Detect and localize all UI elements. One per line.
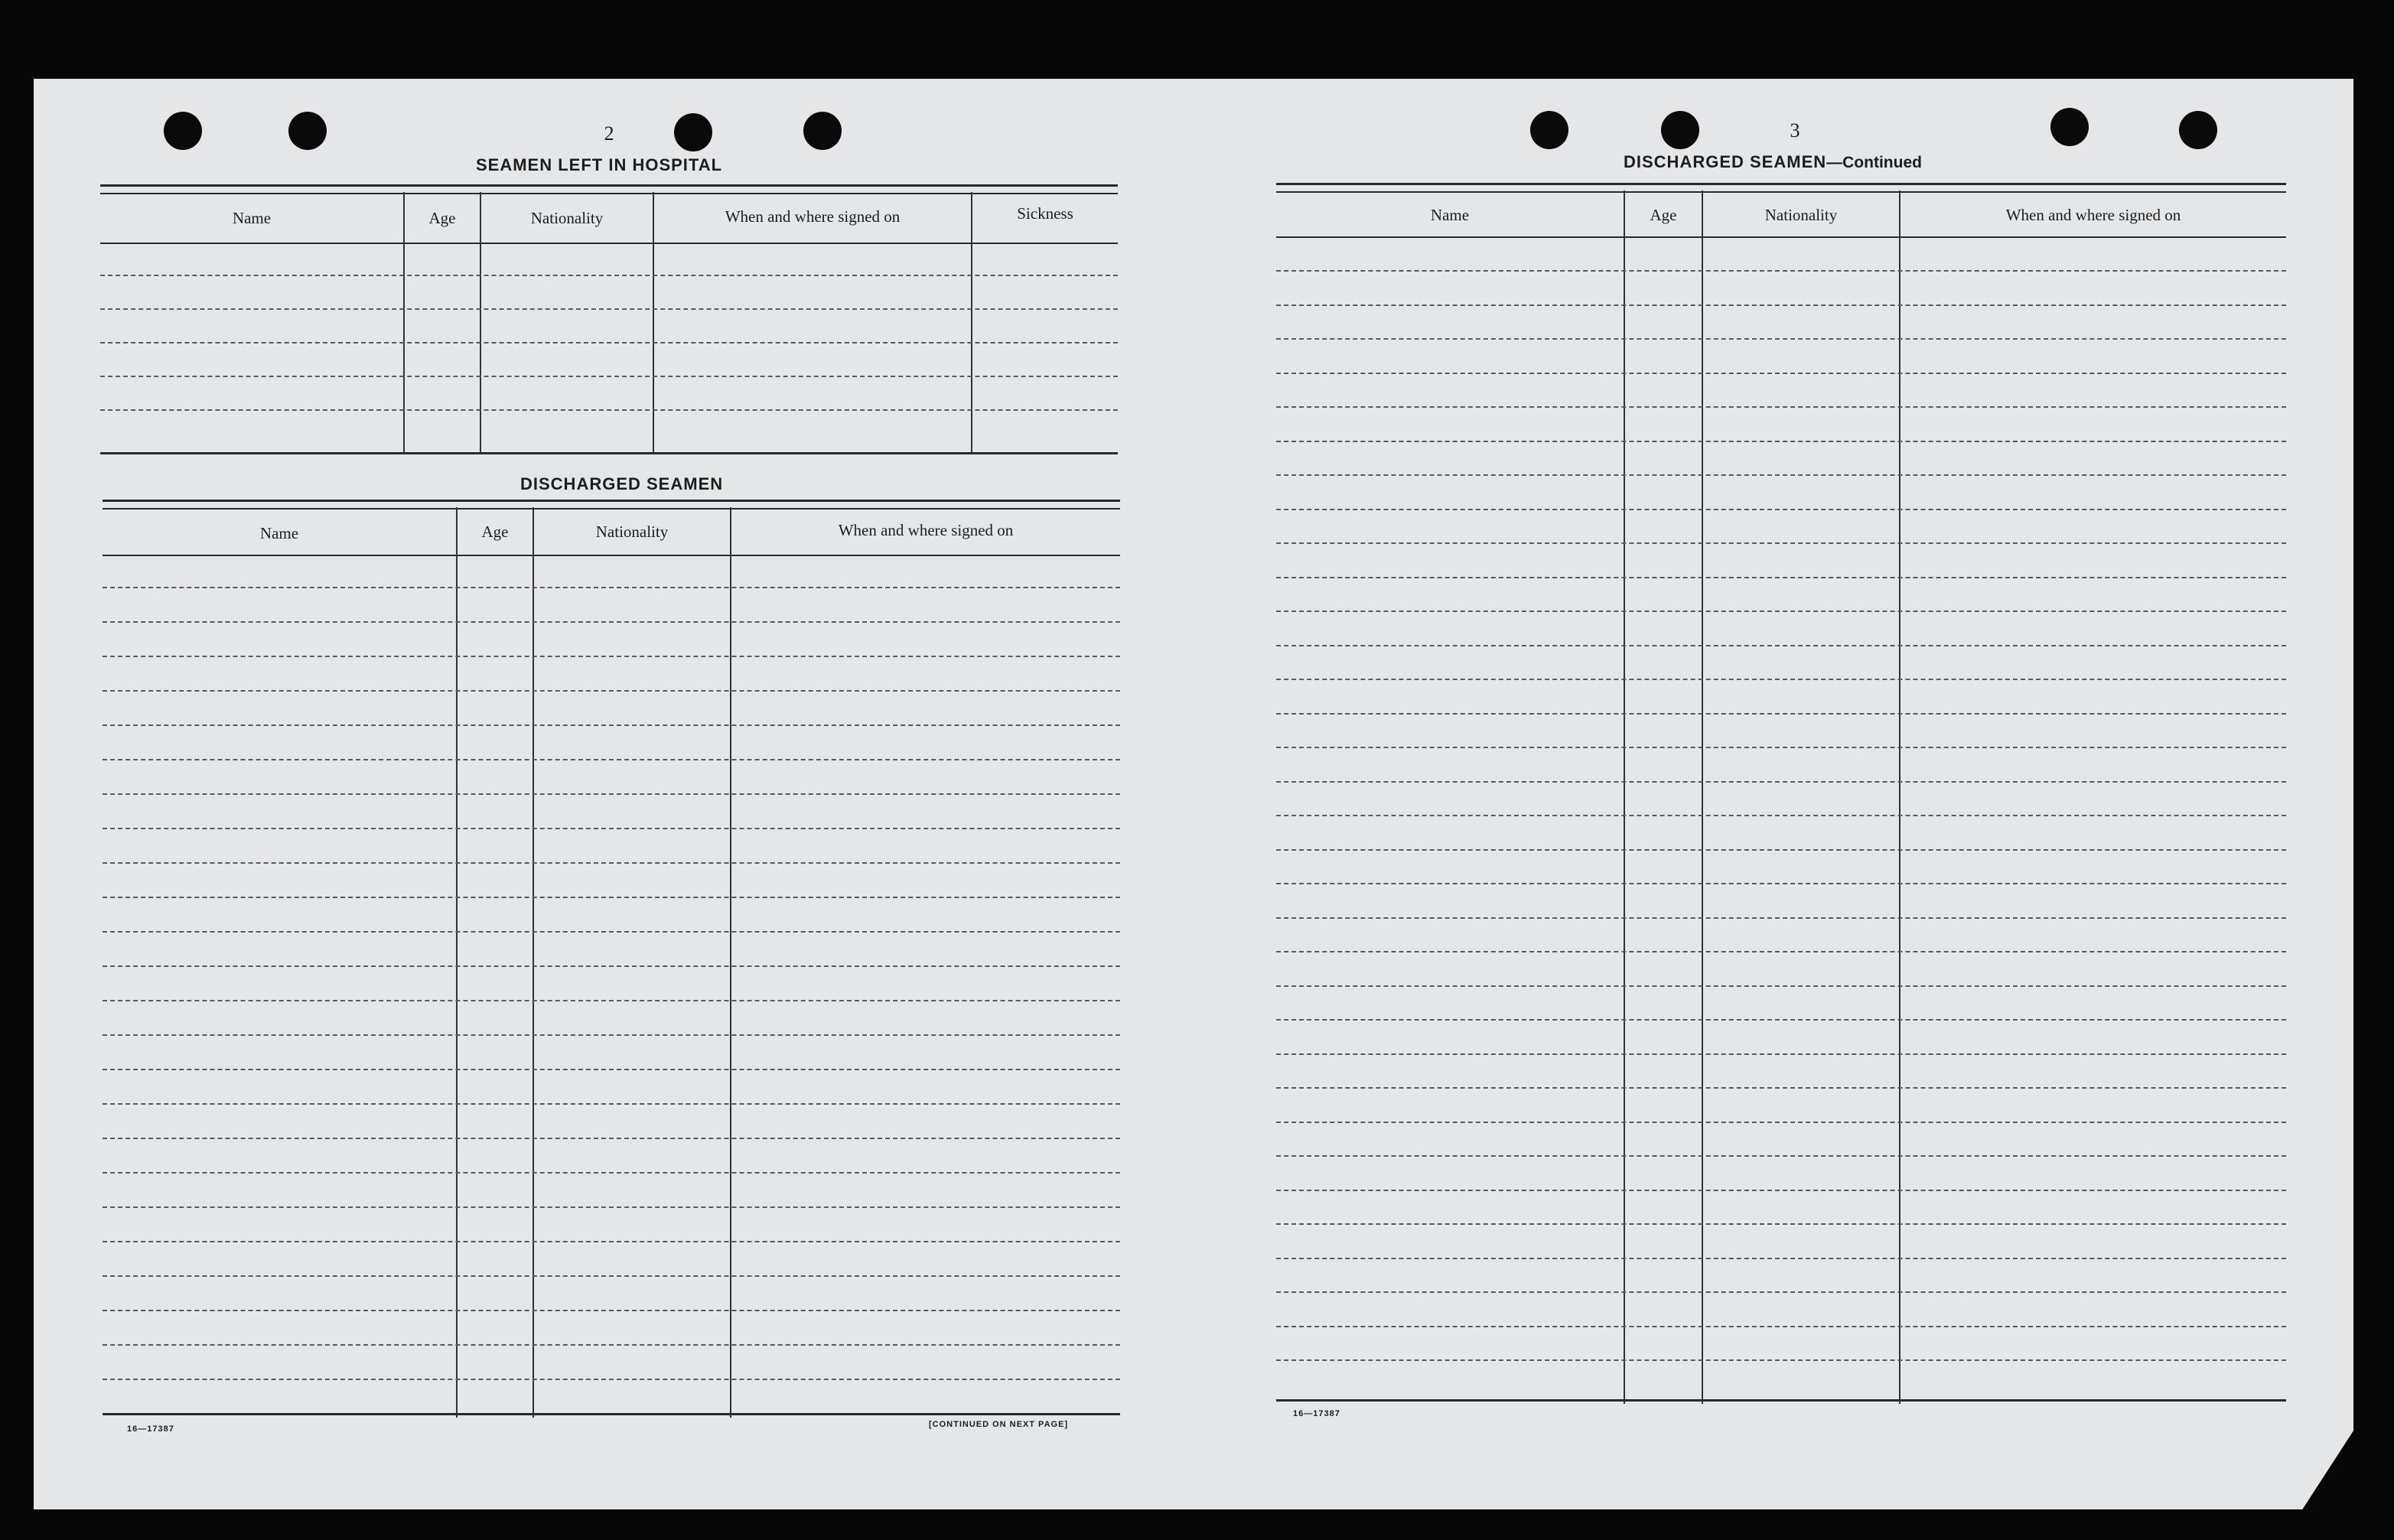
col-header-when-where: When and where signed on — [725, 207, 901, 226]
table-row — [1276, 747, 2286, 748]
punch-hole — [2050, 108, 2089, 146]
table-row — [103, 587, 1120, 588]
page-number-left: 2 — [604, 122, 614, 145]
table-row — [103, 1138, 1120, 1139]
punch-hole — [164, 112, 202, 150]
table-row — [103, 1206, 1120, 1208]
table-row — [1276, 1122, 2286, 1123]
table-row — [1276, 1019, 2286, 1021]
table-row — [1276, 509, 2286, 510]
table-row — [103, 793, 1120, 795]
col-header-name: Name — [259, 523, 299, 542]
table-row — [103, 1103, 1120, 1105]
table-row — [1276, 304, 2286, 306]
table-row — [1276, 781, 2286, 783]
discharged-continued-title — [1624, 152, 1922, 172]
col-header-when-where: When and where signed on — [838, 520, 1014, 539]
table-row — [103, 1069, 1120, 1070]
col-header-age: Age — [481, 522, 509, 541]
col-header-nationality: Nationality — [1764, 205, 1838, 224]
table-row — [103, 656, 1120, 657]
table-row — [1276, 679, 2286, 680]
table-row — [1276, 917, 2286, 919]
discharged-section-title: DISCHARGED SEAMEN — [520, 474, 724, 493]
table-row — [103, 897, 1120, 898]
table-row — [1276, 542, 2286, 544]
hospital-table — [100, 184, 1118, 457]
discharged-continued-table — [1276, 183, 2286, 1404]
table-row — [1276, 338, 2286, 340]
punch-hole — [1530, 111, 1568, 149]
col-header-name: Name — [1430, 205, 1470, 224]
discharged-continued-title-suffix: —Continued — [1826, 154, 1922, 171]
table-row — [1276, 1155, 2286, 1157]
punch-hole — [674, 113, 712, 151]
table-row — [1276, 1326, 2286, 1327]
table-row — [1276, 1053, 2286, 1055]
table-row — [103, 759, 1120, 760]
table-row — [1276, 815, 2286, 816]
table-row — [1276, 577, 2286, 578]
table-row — [1276, 1291, 2286, 1293]
table-row — [103, 1310, 1120, 1311]
continued-note: [CONTINUED ON NEXT PAGE] — [929, 1420, 1069, 1429]
hospital-section-title: SEAMEN LEFT IN HOSPITAL — [476, 155, 723, 174]
punch-hole — [2179, 111, 2217, 149]
form-number-left: 16—17387 — [127, 1424, 174, 1434]
table-row — [1276, 1190, 2286, 1191]
table-row — [1276, 713, 2286, 715]
table-row — [1276, 985, 2286, 987]
table-row — [1276, 849, 2286, 851]
col-header-nationality: Nationality — [530, 208, 604, 227]
table-row — [103, 828, 1120, 829]
col-header-age: Age — [1650, 205, 1677, 224]
table-row — [1276, 474, 2286, 476]
table-row — [1276, 441, 2286, 442]
table-row — [103, 1172, 1120, 1174]
table-row — [103, 931, 1120, 933]
col-header-when-where: When and where signed on — [2005, 205, 2181, 224]
table-row — [103, 862, 1120, 864]
table-row — [103, 1000, 1120, 1001]
table-row — [1276, 406, 2286, 408]
table-row — [103, 1034, 1120, 1036]
table-row — [103, 965, 1120, 967]
table-row — [1276, 645, 2286, 646]
table-row — [103, 1241, 1120, 1242]
col-header-age: Age — [428, 208, 456, 227]
page-number-right: 3 — [1790, 119, 1800, 142]
table-row — [1276, 373, 2286, 374]
punch-hole — [288, 112, 327, 150]
table-row — [1276, 270, 2286, 272]
table-row — [1276, 610, 2286, 612]
form-number-right: 16—17387 — [1293, 1409, 1340, 1418]
punch-hole — [803, 112, 842, 150]
table-row — [103, 724, 1120, 726]
discharged-continued-title-main: DISCHARGED SEAMEN — [1624, 152, 1827, 171]
table-row — [103, 1275, 1120, 1277]
punch-hole — [1661, 111, 1699, 149]
col-header-name: Name — [232, 208, 272, 227]
table-row — [1276, 951, 2286, 952]
table-row — [103, 1379, 1120, 1380]
col-header-nationality: Nationality — [595, 522, 669, 541]
table-row — [1276, 1087, 2286, 1089]
table-row — [1276, 1223, 2286, 1225]
discharged-table — [103, 500, 1120, 1418]
table-row — [1276, 1359, 2286, 1361]
table-row — [103, 690, 1120, 692]
table-row — [1276, 883, 2286, 884]
table-row — [1276, 1258, 2286, 1259]
table-row — [103, 621, 1120, 623]
col-header-sickness: Sickness — [1017, 203, 1073, 223]
table-row — [103, 1344, 1120, 1346]
